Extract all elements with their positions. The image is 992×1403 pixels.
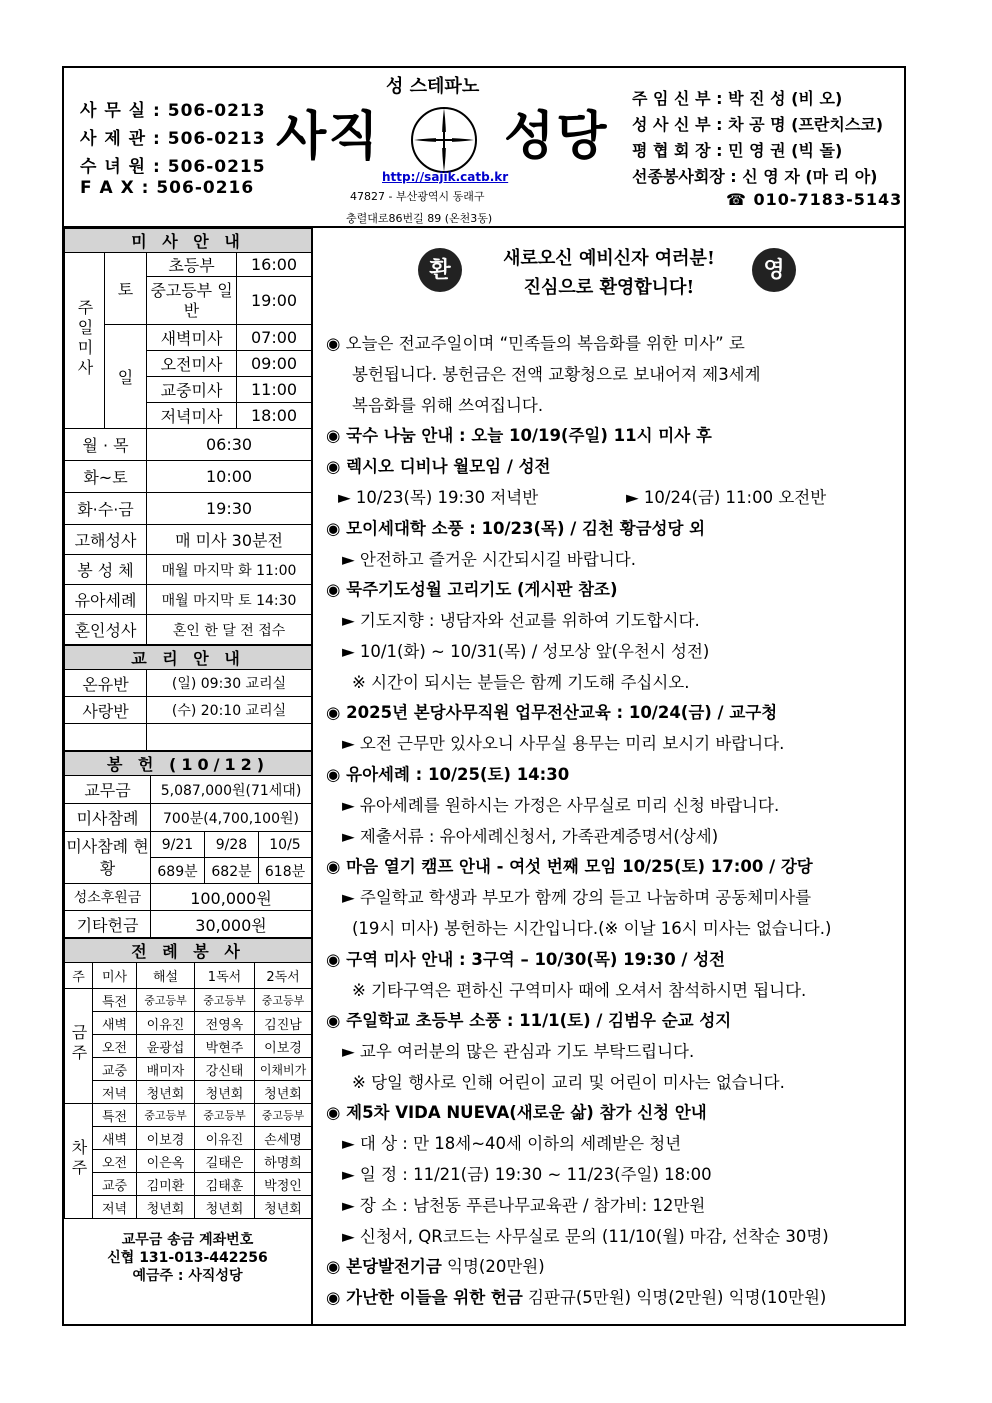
notice-children-picnic: ◉ 주일학교 초등부 소풍 : 11/1(토) / 김범우 순교 성지 xyxy=(326,1011,732,1030)
bank-holder: 예금주 : 사직성당 xyxy=(132,1268,243,1284)
sacrament-label: 유아세례 xyxy=(65,585,147,615)
notice-district-mass-note: ※ 기타구역은 편하신 구역미사 때에 오셔서 참석하시면 됩니다. xyxy=(352,981,807,1000)
sacrament-label: 봉 성 체 xyxy=(65,555,147,585)
liturgy-cell: 청년회 xyxy=(137,1081,195,1104)
welcome-line-2: 진심으로 환영합니다! xyxy=(523,277,695,298)
liturgy-cell: 김진남 xyxy=(255,1012,312,1035)
liturgy-header: 2독서 xyxy=(255,963,312,989)
weekday-time: 06:30 xyxy=(147,429,312,461)
church-name-right: 성당 xyxy=(504,107,609,167)
address-line-2: 충렬대로86번길 89 (온천3동) xyxy=(346,212,493,225)
attendance-date: 10/5 xyxy=(259,832,312,858)
liturgy-header: 주 xyxy=(65,963,93,989)
council-president: 평 협 회 장 : 민 영 권 (빅 돌) xyxy=(632,141,843,160)
notice-lectio: ◉ 렉시오 디비나 월모임 / 성전 xyxy=(326,457,551,476)
mass-name: 오전미사 xyxy=(147,351,237,377)
attendance-date: 9/21 xyxy=(151,832,205,858)
offering-title: 봉 헌 (10/12) xyxy=(65,752,312,776)
convent-phone: 수 녀 원 : 506-0215 xyxy=(80,157,266,177)
liturgy-cell: 저녁 xyxy=(93,1081,137,1104)
liturgy-cell: 중고등부 xyxy=(195,989,255,1012)
liturgy-cell: 특전 xyxy=(93,989,137,1012)
bank-title: 교무금 송금 계좌번호 xyxy=(121,1232,254,1248)
next-week-label: 차주 xyxy=(69,1139,88,1179)
liturgy-header: 미사 xyxy=(93,963,137,989)
notice-vida-schedule: ► 일 정 : 11/21(금) 19:30 ~ 11/23(주일) 18:00 xyxy=(342,1165,712,1184)
class-time: (수) 20:10 교리실 xyxy=(147,697,312,724)
sacrament-time: 매월 마지막 화 11:00 xyxy=(147,555,312,585)
notice-baptism-apply: ► 유아세례를 원하시는 가정은 사무실로 미리 신청 바랍니다. xyxy=(342,796,780,815)
notice-rosary-note: ※ 시간이 되시는 분들은 함께 기도해 주십시오. xyxy=(352,673,690,692)
liturgy-cell: 이은옥 xyxy=(137,1150,195,1173)
liturgy-cell: 청년회 xyxy=(195,1081,255,1104)
sacrament-time: 매 미사 30분전 xyxy=(147,525,312,555)
welcome-line-1: 새로오신 예비신자 여러분! xyxy=(503,248,715,269)
left-column xyxy=(64,228,313,1324)
notice-children-picnic-detail: ► 교우 여러분의 많은 관심과 기도 부탁드립니다. xyxy=(342,1042,695,1061)
liturgy-cell: 오전 xyxy=(93,1035,137,1058)
liturgy-cell: 박정인 xyxy=(255,1173,312,1196)
mass-time: 16:00 xyxy=(237,253,312,277)
welcome-badge-right: 영 xyxy=(752,248,796,292)
mass-name: 중고등부 일반 xyxy=(147,277,237,325)
class-time: (일) 09:30 교리실 xyxy=(147,670,312,697)
mass-name: 새벽미사 xyxy=(147,325,237,351)
weekday-time: 19:30 xyxy=(147,493,312,525)
offering-value: 5,087,000원(71세대) xyxy=(151,776,312,804)
offering-name: 기타헌금 xyxy=(65,911,151,938)
rectory-phone: 사 제 관 : 506-0213 xyxy=(80,129,266,149)
sacrament-time: 매월 마지막 토 14:30 xyxy=(147,585,312,615)
bank-account: 신협 131-013-442256 xyxy=(107,1250,268,1266)
liturgy-cell: 새벽 xyxy=(93,1127,137,1150)
mass-schedule-table xyxy=(64,228,312,645)
sunday-mass-label: 주일미사 xyxy=(75,298,94,379)
liturgy-cell: 교중 xyxy=(93,1173,137,1196)
notice-development-fund xyxy=(326,1253,545,1277)
liturgy-cell: 이보경 xyxy=(137,1127,195,1150)
notice-camp: ◉ 마음 열기 캠프 안내 - 여섯 번째 모임 10/25(토) 17:00 / 강당 xyxy=(326,857,813,876)
welcome-box xyxy=(314,244,904,304)
sunday-label: 일 xyxy=(105,325,147,429)
weekday-time: 10:00 xyxy=(147,461,312,493)
attendance-label: 미사참례 현황 xyxy=(65,832,151,884)
mass-time: 18:00 xyxy=(237,403,312,429)
contact-phone: ☎ 010-7183-5143 xyxy=(726,190,903,209)
notice-camp-detail: ► 주일학교 학생과 부모가 함께 강의 듣고 나눔하며 공동체미사를 xyxy=(342,888,812,907)
mass-time: 07:00 xyxy=(237,325,312,351)
offering-name: 교무금 xyxy=(65,776,151,804)
pastor: 주 임 신 부 : 박 진 성 (비 오) xyxy=(632,89,843,108)
funeral-service-head: 선종봉사회장 : 신 영 자 (마 리 아) xyxy=(632,167,878,186)
liturgy-cell: 배미자 xyxy=(137,1058,195,1081)
fund-body: 익명(20만원) xyxy=(441,1257,545,1276)
empty-cell xyxy=(65,724,147,751)
mass-time: 19:00 xyxy=(237,277,312,325)
saturday-label: 토 xyxy=(105,253,147,325)
catechism-title: 교 리 안 내 xyxy=(65,646,312,670)
bank-info xyxy=(64,1219,311,1285)
office-phone: 사 무 실 : 506-0213 xyxy=(80,101,266,121)
attendance-count: 618분 xyxy=(259,858,312,884)
notice-vida-target: ► 대 상 : 만 18세~40세 이하의 세례받은 청년 xyxy=(342,1134,682,1153)
class-name: 온유반 xyxy=(65,670,147,697)
liturgy-cell: 저녁 xyxy=(93,1196,137,1219)
liturgy-cell: 박현주 xyxy=(195,1035,255,1058)
liturgy-cell: 강신태 xyxy=(195,1058,255,1081)
liturgy-cell: 중고등부 xyxy=(137,989,195,1012)
liturgy-cell: 이보경 xyxy=(255,1035,312,1058)
liturgy-cell: 중고등부 xyxy=(255,1104,312,1127)
liturgy-cell: 중고등부 xyxy=(255,989,312,1012)
notice-noodle: ◉ 국수 나눔 안내 : 오늘 10/19(주일) 11시 미사 후 xyxy=(326,426,712,445)
mass-name: 교중미사 xyxy=(147,377,237,403)
notice-district-mass: ◉ 구역 미사 안내 : 3구역 – 10/30(목) 19:30 / 성전 xyxy=(326,950,726,969)
notice-vida-apply: ► 신청서, QR코드는 사무실로 문의 (11/10(월) 마감, 선착순 30명) xyxy=(342,1227,829,1246)
notice-vida-place: ► 장 소 : 남천동 푸른나무교육관 / 참가비: 12만원 xyxy=(342,1196,706,1215)
class-name: 사랑반 xyxy=(65,697,147,724)
mass-name: 초등부 xyxy=(147,253,237,277)
fax-number: F A X : 506-0216 xyxy=(80,178,255,198)
welcome-message xyxy=(484,244,734,302)
liturgy-cell: 새벽 xyxy=(93,1012,137,1035)
sacrament-label: 고해성사 xyxy=(65,525,147,555)
sacrament-label: 혼인성사 xyxy=(65,615,147,645)
notice-baptism: ◉ 유아세례 : 10/25(토) 14:30 xyxy=(326,765,570,784)
website-link[interactable]: http://sajik.catb.kr xyxy=(382,170,509,184)
offering-table xyxy=(64,751,312,938)
notice-children-picnic-note: ※ 당일 행사로 인해 어린이 교리 및 어린이 미사는 없습니다. xyxy=(352,1073,785,1092)
notice-poor-offering xyxy=(326,1284,826,1308)
empty-cell xyxy=(147,724,312,751)
notice-vida-nueva: ◉ 제5차 VIDA NUEVA(새로운 삶) 참가 신청 안내 xyxy=(326,1103,707,1122)
weekday-label: 화~토 xyxy=(65,461,147,493)
church-name-left: 사직 xyxy=(276,107,381,167)
notice-training-detail: ► 오전 근무만 있사오니 사무실 용무는 미리 보시기 바랍니다. xyxy=(342,734,785,753)
notice-baptism-docs: ► 제출서류 : 유아세례신청서, 가족관계증명서(상세) xyxy=(342,827,719,846)
liturgy-cell: 이유진 xyxy=(195,1127,255,1150)
liturgy-cell: 청년회 xyxy=(195,1196,255,1219)
mass-time: 09:00 xyxy=(237,351,312,377)
liturgy-cell: 중고등부 xyxy=(137,1104,195,1127)
fund-title: ◉ 본당발전기금 xyxy=(326,1257,442,1276)
sacrament-time: 혼인 한 달 전 접수 xyxy=(147,615,312,645)
notice-picnic: ◉ 모이세대학 소풍 : 10/23(목) / 김천 황금성당 외 xyxy=(326,519,706,538)
liturgy-table xyxy=(64,938,312,1219)
liturgy-cell: 오전 xyxy=(93,1150,137,1173)
notice-lectio-evening: ► 10/23(목) 19:30 저녁반 xyxy=(338,488,539,507)
bulletin-frame xyxy=(62,66,906,1326)
liturgy-cell: 청년회 xyxy=(137,1196,195,1219)
notice-training: ◉ 2025년 본당사무직원 업무전산교육 : 10/24(금) / 교구청 xyxy=(326,703,778,722)
liturgy-cell: 청년회 xyxy=(255,1081,312,1104)
welcome-badge-left: 환 xyxy=(418,248,462,292)
catechism-table xyxy=(64,645,312,751)
offering-name: 미사참례 xyxy=(65,804,151,832)
liturgy-header: 1독서 xyxy=(195,963,255,989)
liturgy-cell: 이유진 xyxy=(137,1012,195,1035)
offering-value: 30,000원 xyxy=(151,911,312,938)
notice-camp-detail-cont: (19시 미사) 봉헌하는 시간입니다.(※ 이날 16시 미사는 없습니다.) xyxy=(352,919,832,938)
liturgy-cell: 전영옥 xyxy=(195,1012,255,1035)
mass-name: 저녁미사 xyxy=(147,403,237,429)
cross-logo-icon xyxy=(406,102,482,178)
liturgy-cell: 교중 xyxy=(93,1058,137,1081)
liturgy-cell: 김태훈 xyxy=(195,1173,255,1196)
liturgy-cell: 길태은 xyxy=(195,1150,255,1173)
liturgy-cell: 중고등부 xyxy=(195,1104,255,1127)
liturgy-cell: 윤광섭 xyxy=(137,1035,195,1058)
liturgy-cell: 하명희 xyxy=(255,1150,312,1173)
notice-mission-sunday: ◉ 오늘은 전교주일이며 “민족들의 복음화를 위한 미사” 로 xyxy=(326,334,745,353)
liturgy-cell: 김미환 xyxy=(137,1173,195,1196)
offering-value: 700분(4,700,100원) xyxy=(151,804,312,832)
liturgy-cell: 이채비가 xyxy=(255,1058,312,1081)
assistant-priest: 성 사 신 부 : 차 공 명 (프란치스코) xyxy=(632,115,884,134)
attendance-count: 689분 xyxy=(151,858,205,884)
weekday-label: 월 · 목 xyxy=(65,429,147,461)
notice-lectio-morning: ► 10/24(금) 11:00 오전반 xyxy=(626,488,827,507)
poor-offering-title: ◉ 가난한 이들을 위한 헌금 xyxy=(326,1288,523,1307)
notice-rosary: ◉ 묵주기도성월 고리기도 (게시판 참조) xyxy=(326,580,618,599)
liturgy-header: 해설 xyxy=(137,963,195,989)
liturgy-cell: 특전 xyxy=(93,1104,137,1127)
notice-mission-sunday-cont: 복음화를 위해 쓰여집니다. xyxy=(352,396,544,415)
attendance-date: 9/28 xyxy=(205,832,259,858)
liturgy-cell: 청년회 xyxy=(255,1196,312,1219)
notices-column xyxy=(314,228,904,1324)
poor-offering-body: 김판규(5만원) 익명(2만원) 익명(10만원) xyxy=(522,1288,827,1307)
mass-time: 11:00 xyxy=(237,377,312,403)
offering-value: 100,000원 xyxy=(151,884,312,911)
notice-mission-sunday-cont: 봉헌됩니다. 봉헌금은 전액 교황청으로 보내어져 제3세계 xyxy=(352,365,761,384)
header xyxy=(64,68,904,228)
mass-title: 미 사 안 내 xyxy=(65,229,312,253)
notice-rosary-date: ► 10/1(화) ~ 10/31(목) / 성모상 앞(우천시 성전) xyxy=(342,642,710,661)
attendance-count: 682분 xyxy=(205,858,259,884)
liturgy-title: 전 례 봉 사 xyxy=(65,939,312,963)
liturgy-cell: 손세명 xyxy=(255,1127,312,1150)
offering-name: 성소후원금 xyxy=(65,884,151,911)
notice-rosary-intent: ► 기도지향 : 냉담자와 선교를 위하여 기도합시다. xyxy=(342,611,700,630)
patron-saint: 성 스테파노 xyxy=(386,76,480,97)
address-line-1: 47827 - 부산광역시 동래구 xyxy=(350,190,485,203)
weekday-label: 화·수·금 xyxy=(65,493,147,525)
this-week-label: 금주 xyxy=(69,1024,88,1064)
notice-picnic-detail: ► 안전하고 즐거운 시간되시길 바랍니다. xyxy=(342,550,636,569)
